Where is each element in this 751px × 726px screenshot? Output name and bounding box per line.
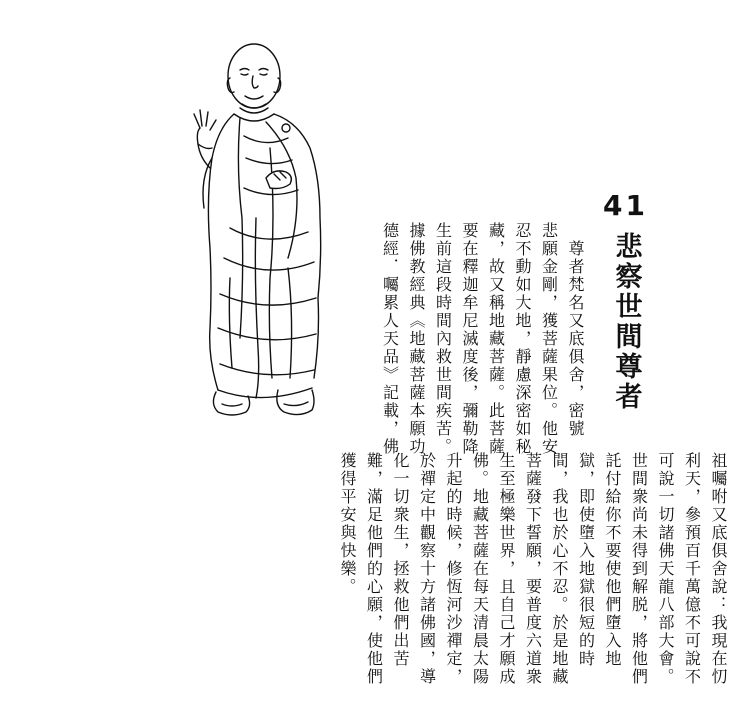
page-title xyxy=(598,186,648,412)
robe-icon xyxy=(208,114,320,398)
arhat-number: 41 xyxy=(603,189,648,222)
arhat-illustration xyxy=(170,18,350,448)
arhat-name: 悲察世間尊者 xyxy=(610,232,642,412)
chest-hand-icon xyxy=(266,171,291,189)
text-paragraph-2: 祖囑咐又底俱舍說：我現在忉 利天，參預百千萬億不可說不 可說一切諸佛天龍八部大會。 世間衆尚未得到解脱，將他們 託付給你不要使他們墮入地 獄，即使墮入地獄很短的時 間，我也於心不忍。於是地藏 菩薩發下誓願，要普度六道衆 生至極樂世界，且自己才願成 佛。地藏菩薩在每天清晨太陽 升起的時候，修恆河沙禪定， 於禪定中觀察十方諸佛國，導 化一切衆生，拯救他們出苦 難，滿足他們的心願，使他們 獲得平安與快樂。 xyxy=(338,452,728,686)
head-icon xyxy=(227,44,280,108)
text-paragraph-1: 尊者梵名又底俱舍，密號 悲願金剛，獲菩薩果位。他安 忍不動如大地，靜慮深密如秘 藏，故又稱地藏菩薩。此菩薩 要在釋迦牟尼滅度後，彌勒降 生前這段時間內救世間疾苦。 據佛教經典《地藏菩薩本願功 德經．囑累人天品》記載，佛 xyxy=(380,222,585,456)
raised-hand-icon xyxy=(194,110,216,208)
